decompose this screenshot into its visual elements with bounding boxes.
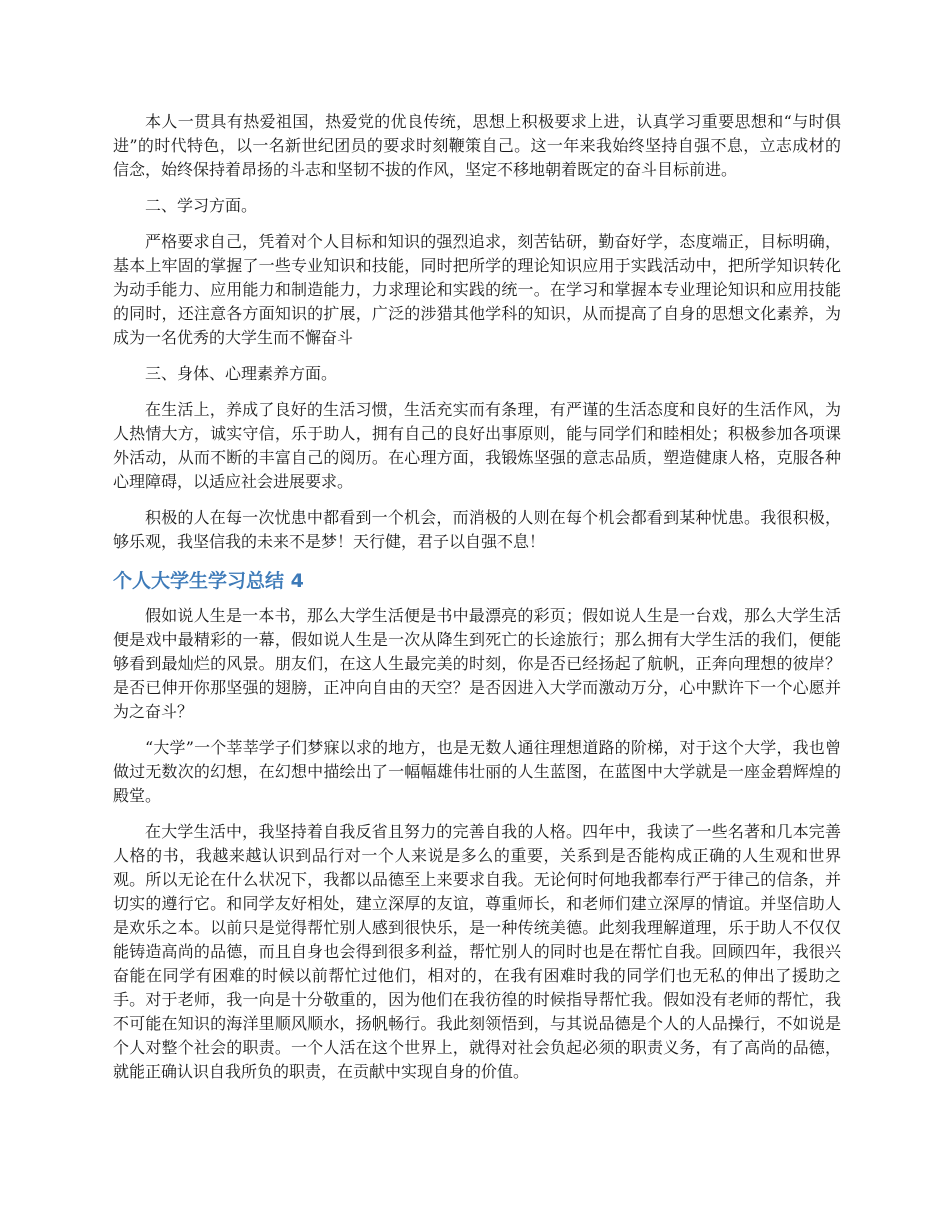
section-title-health: 三、身体、心理素养方面。: [145, 364, 338, 383]
section-body-health: 在生活上，养成了良好的生活习惯，生活充实而有条理，有严谨的生活态度和良好的生活作风，为人热情大方，诚实守信，乐于助人，拥有自己的良好出事原则，能与同学们和睦相处；积极参加各项课外活动，从而不断的丰富自己的阅历。在心理方面，我锻炼坚强的意志品质，塑造健康人格，克服各种心理障碍，以适应社会进展要求。: [113, 400, 841, 491]
article-paragraph: 在大学生活中，我坚持着自我反省且努力的完善自我的人格。四年中，我读了一些名著和几本完善人格的书，我越来越认识到品行对一个人来说是多么的重要，关系到是否能构成正确的人生观和世界观。所以无论在什么状况下，我都以品德至上来要求自我。无论何时何地我都奉行严于律己的信条，并切实的遵行它。和同学友好相处，建立深厚的友谊，尊重师长，和老师们建立深厚的情谊。并坚信助人是欢乐之本。以前只是觉得帮忙别人感到很快乐，是一种传统美德。此刻我理解道理，乐于助人不仅仅能铸造高尚的品德，而且自身也会得到很多利益，帮忙别人的同时也是在帮忙自我。回顾四年，我很兴奋能在同学有困难的时候以前帮忙过他们，相对的，在我有困难时我的同学们也无私的伸出了援助之手。对于老师，我一向是十分敬重的，因为他们在我彷徨的时候指导帮忙我。假如没有老师的帮忙，我不可能在知识的海洋里顺风顺水，扬帆畅行。我此刻领悟到，与其说品德是个人的人品操行，不如说是个人对整个社会的职责。一个人活在这个世界上，就得对社会负起必须的职责义务，有了高尚的品德，就能正确认识自我所负的职责，在贡献中实现自身的价值。: [113, 822, 841, 1081]
article-paragraph: 假如说人生是一本书，那么大学生活便是书中最漂亮的彩页；假如说人生是一台戏，那么大学生活便是戏中最精彩的一幕，假如说人生是一次从降生到死亡的长途旅行；那么拥有大学生活的我们，便能够看到最灿烂的风景。朋友们，在这人生最完美的时刻，你是否已经扬起了航帆，正奔向理想的彼岸？是否已伸开你那坚强的翅膀，正冲向自由的天空？是否因进入大学而激动万分，心中默许下一个心愿并为之奋斗？: [113, 606, 841, 721]
article-paragraph: “大学”一个莘莘学子们梦寐以求的地方，也是无数人通往理想道路的阶梯，对于这个大学，我也曾做过无数次的幻想，在幻想中描绘出了一幅幅雄伟壮丽的人生蓝图，在蓝图中大学就是一座金碧辉煌的殿堂。: [113, 738, 841, 805]
closing-paragraph: 积极的人在每一次忧患中都看到一个机会，而消极的人则在每个机会都看到某种忧患。我很积极，够乐观，我坚信我的未来不是梦！天行健，君子以自强不息！: [113, 508, 841, 551]
section-body-study: 严格要求自己，凭着对个人目标和知识的强烈追求，刻苦钻研，勤奋好学，态度端正，目标明确，基本上牢固的掌握了一些专业知识和技能，同时把所学的理论知识应用于实践活动中，把所学知识转化为动手能力、应用能力和制造能力，力求理论和实践的统一。在学习和掌握本专业理论知识和应用技能的同时，还注意各方面知识的扩展，广泛的涉猎其他学科的知识，从而提高了自身的思想文化素养，为成为一名优秀的大学生而不懈奋斗: [113, 232, 841, 347]
intro-paragraph: 本人一贯具有热爱祖国，热爱党的优良传统，思想上积极要求上进，认真学习重要思想和“与时俱进”的时代特色，以一名新世纪团员的要求时刻鞭策自己。这一年来我始终坚持自强不息，立志成材的信念，始终保持着昂扬的斗志和坚韧不拔的作风，坚定不移地朝着既定的奋斗目标前进。: [113, 112, 841, 179]
article-heading: 个人大学生学习总结 4: [113, 570, 304, 592]
section-title-study: 二、学习方面。: [145, 196, 258, 215]
document-page: [113, 110, 841, 1096]
